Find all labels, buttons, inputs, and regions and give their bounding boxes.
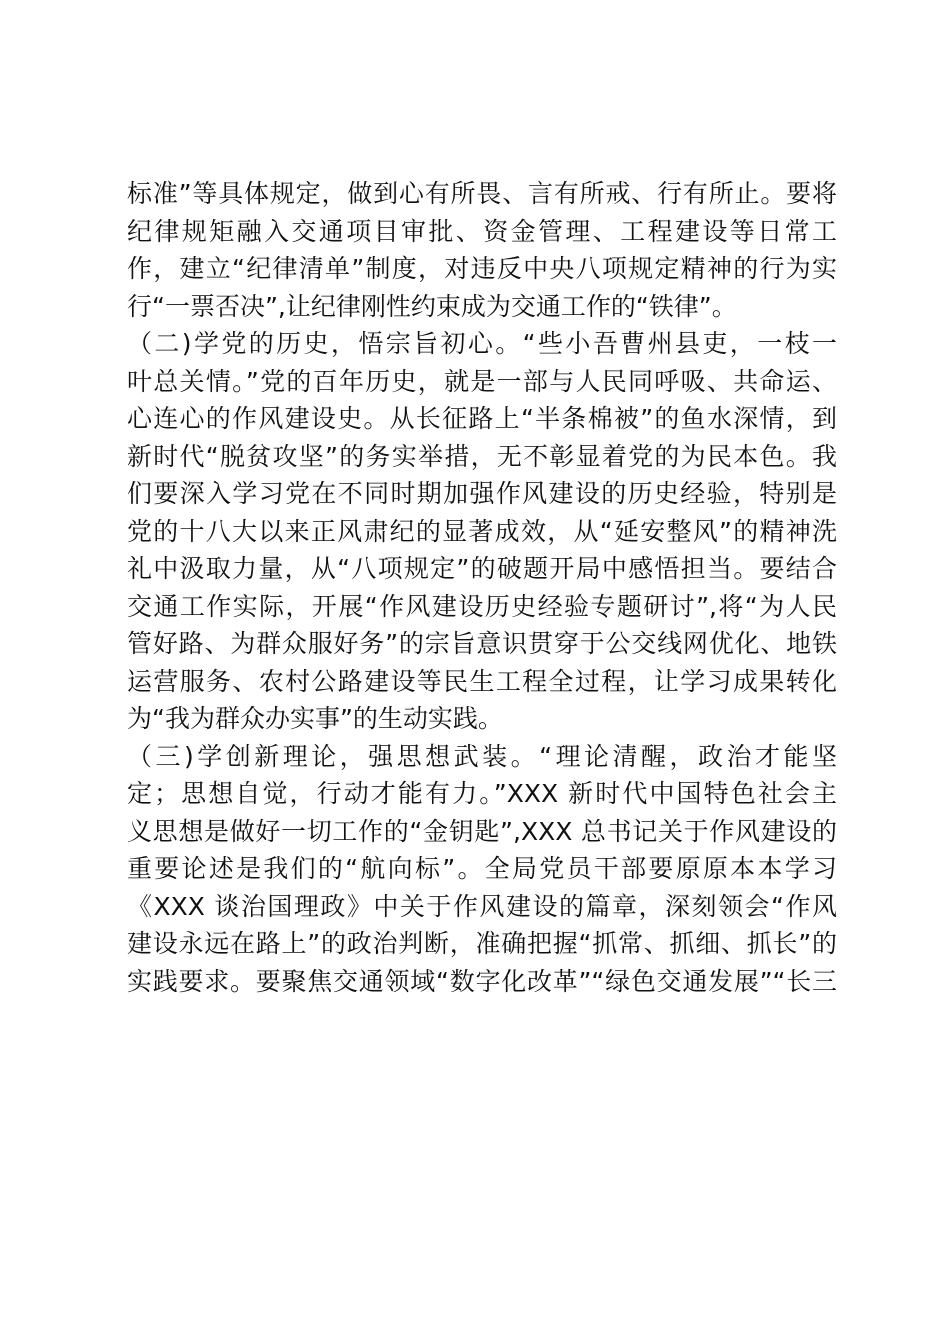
text-line: 们要深入学习党在不同时期加强作风建设的历史经验，特别是 — [127, 479, 837, 508]
text-line: 定；思想自觉，行动才能有力。”XXX 新时代中国特色社会主 — [127, 779, 837, 808]
text-line: 运营服务、农村公路建设等民生工程全过程，让学习成果转化 — [127, 666, 837, 696]
text-line: 行“一票否决”,让纪律刚性约束成为交通工作的“铁律”。 — [127, 291, 737, 321]
text-line: 《XXX 谈治国理政》中关于作风建设的篇章，深刻领会“作风 — [127, 891, 837, 921]
text-line: 义思想是做好一切工作的“金钥匙”,XXX 总书记关于作风建设的 — [127, 816, 837, 846]
text-line: 为“我为群众办实事”的生动实践。 — [127, 704, 503, 733]
text-line: 心连心的作风建设史。从长征路上“半条棉被”的鱼水深情，到 — [127, 404, 837, 433]
text-line: 纪律规矩融入交通项目审批、资金管理、工程建设等日常工 — [127, 216, 837, 246]
text-line: 管好路、为群众服好务”的宗旨意识贯穿于公交线网优化、地铁 — [127, 629, 837, 658]
text-line: 交通工作实际，开展“作风建设历史经验专题研讨”,将“为人民 — [127, 591, 837, 621]
text-line: 实践要求。要聚焦交通领域“数字化改革”“绿色交通发展”“长三 — [127, 966, 837, 996]
text-line: （二)学党的历史，悟宗旨初心。“些小吾曹州县吏，一枝一 — [127, 329, 837, 358]
body-text — [127, 175, 837, 1000]
text-line: 叶总关情。”党的百年历史，就是一部与人民同呼吸、共命运、 — [127, 366, 837, 396]
text-line: 重要论述是我们的“航向标”。全局党员干部要原原本本学习 — [127, 854, 837, 883]
text-line: （三)学创新理论，强思想武装。“理论清醒，政治才能坚 — [127, 741, 837, 771]
text-line: 标准”等具体规定，做到心有所畏、言有所戒、行有所止。要将 — [127, 179, 837, 208]
text-line: 建设永远在路上”的政治判断，准确把握“抓常、抓细、抓长”的 — [127, 929, 837, 958]
text-line: 作，建立“纪律清单”制度，对违反中央八项规定精神的行为实 — [127, 254, 837, 283]
text-line: 新时代“脱贫攻坚”的务实举措，无不彰显着党的为民本色。我 — [127, 441, 837, 471]
text-line: 礼中汲取力量，从“八项规定”的破题开局中感悟担当。要结合 — [127, 554, 837, 583]
text-line: 党的十八大以来正风肃纪的显著成效，从“延安整风”的精神洗 — [127, 516, 837, 546]
